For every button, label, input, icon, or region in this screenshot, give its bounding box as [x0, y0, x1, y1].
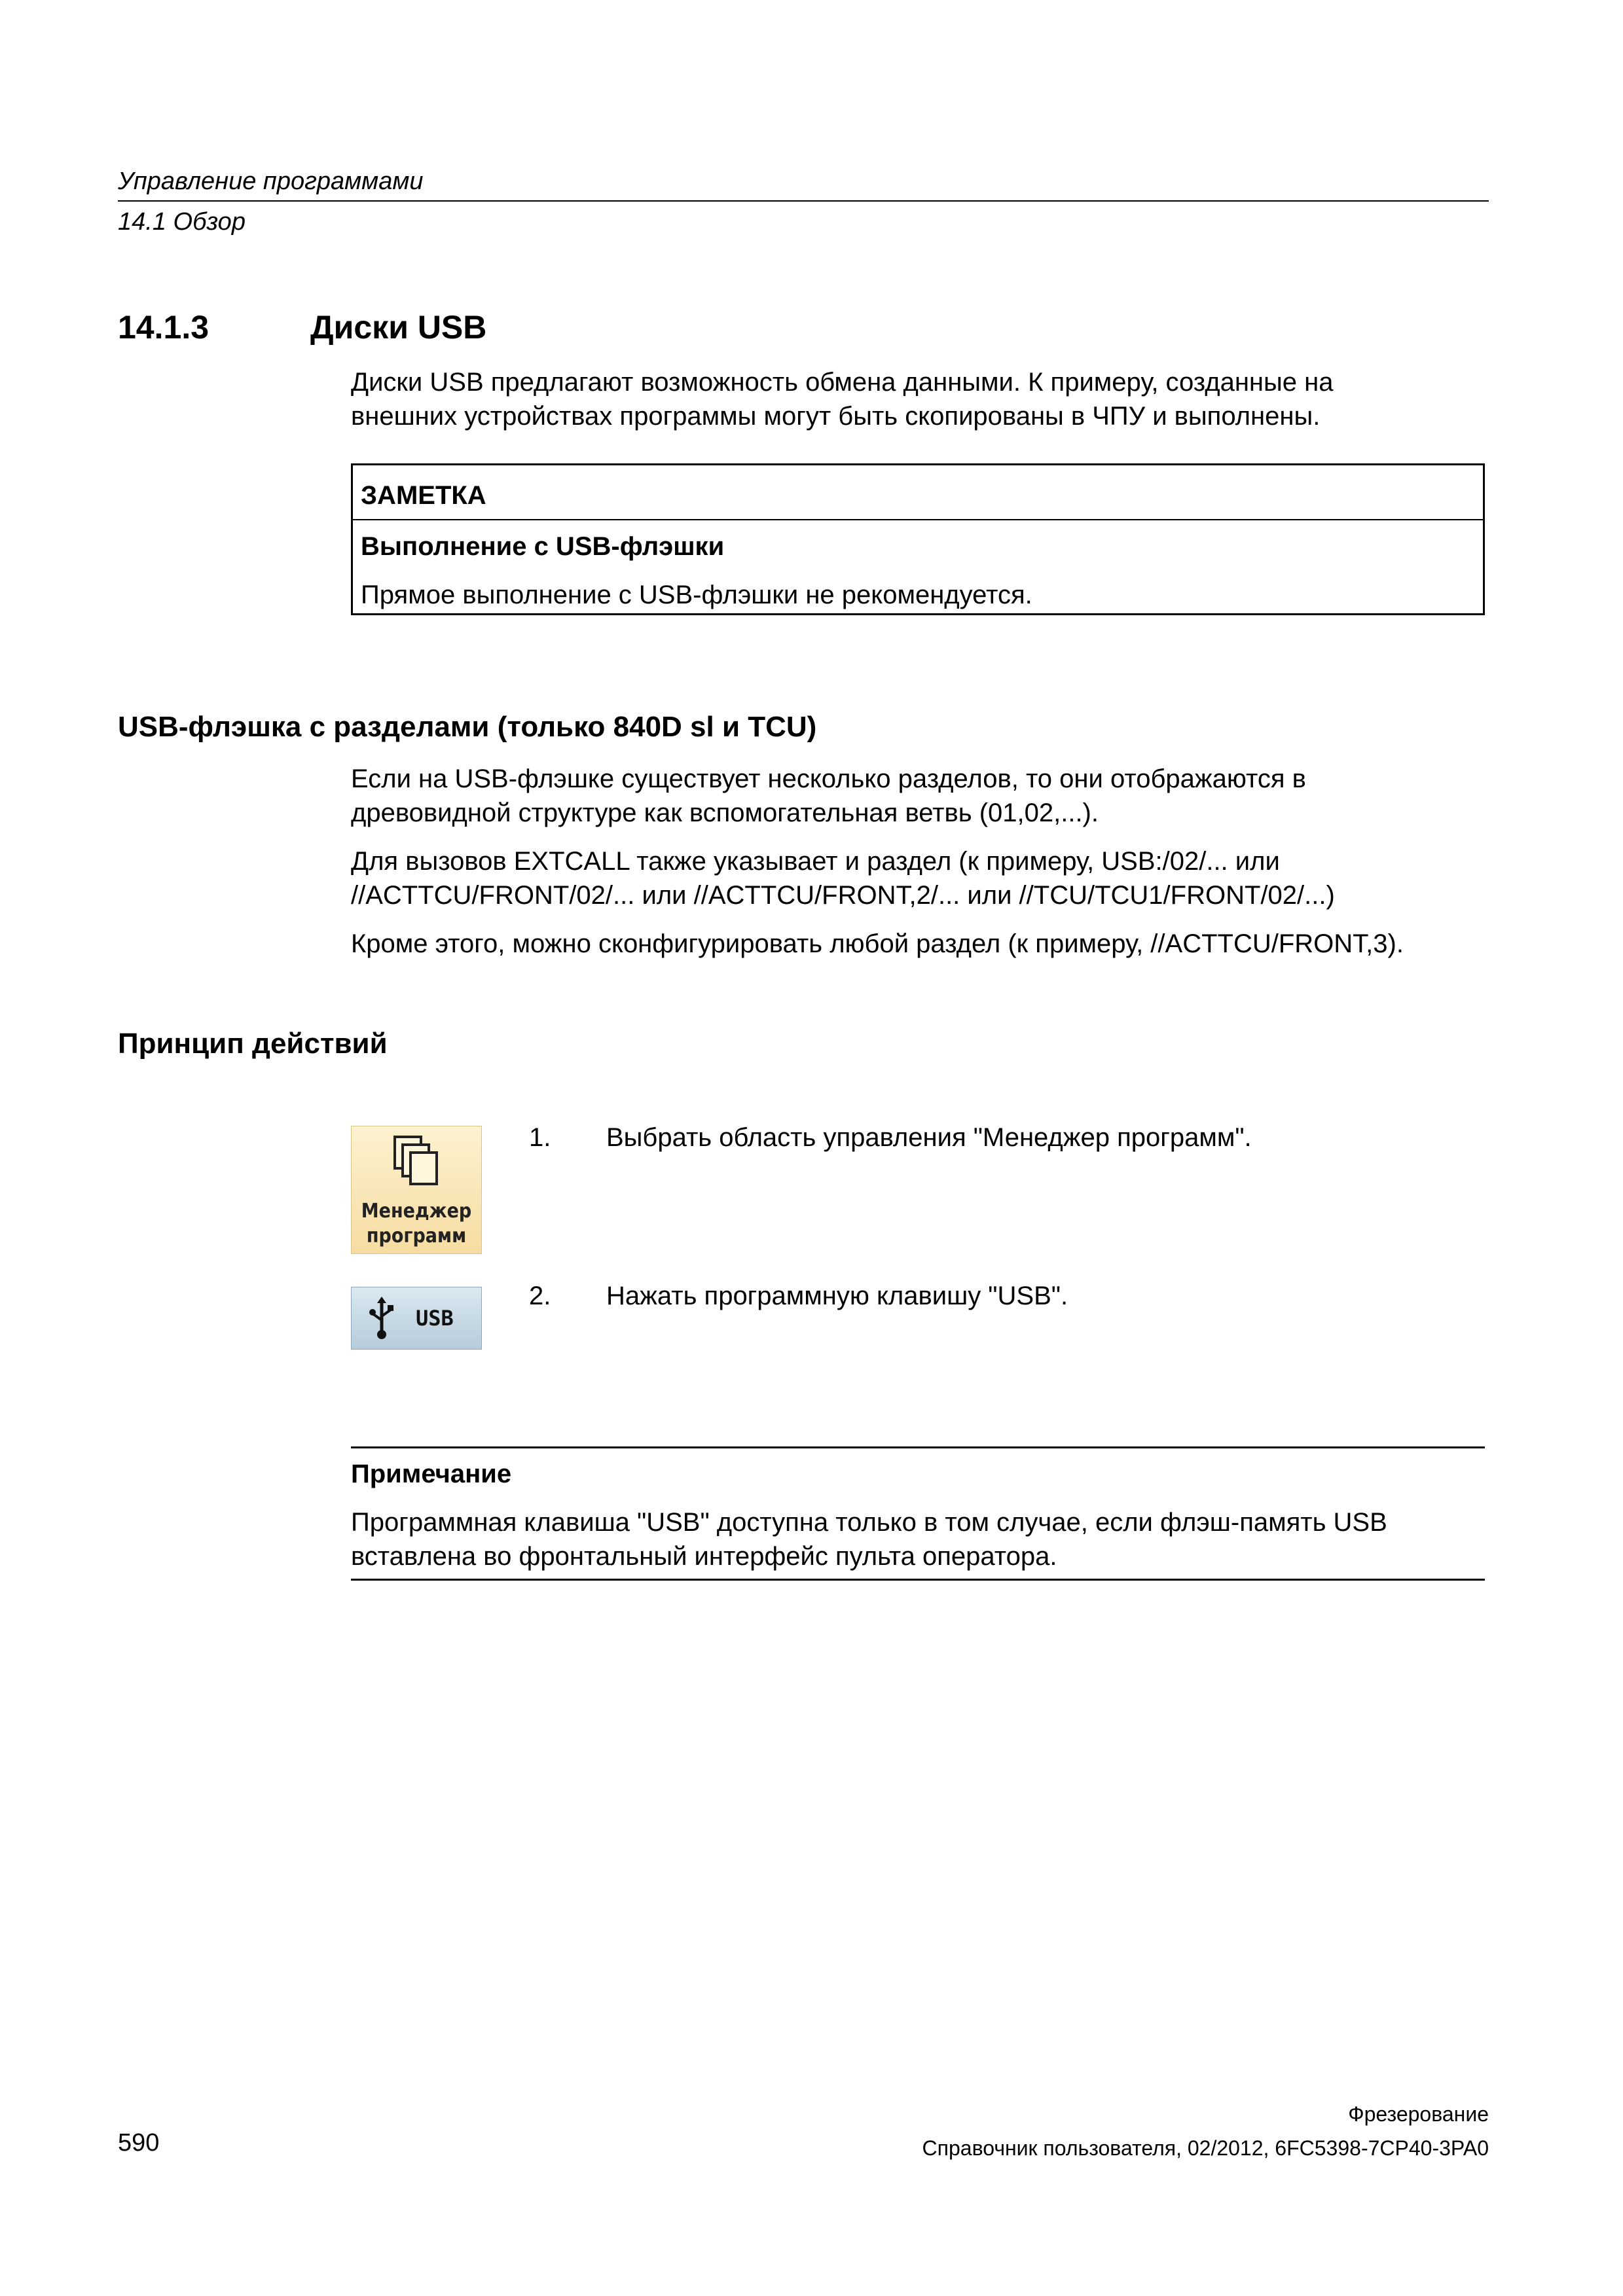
- partitions-paragraph-1: [351, 762, 1490, 830]
- intro-line-2: внешних устройствах программы могут быть скопированы в ЧПУ и выполнены.: [351, 402, 1321, 431]
- step-1-number: 1.: [529, 1123, 551, 1152]
- partitions-p1-line-1: Если на USB-флэшке существует несколько разделов, то они отображаются в: [351, 764, 1306, 793]
- step-2-number: 2.: [529, 1282, 551, 1310]
- remark-text: [351, 1505, 1490, 1573]
- page-number: 590: [118, 2129, 160, 2157]
- partitions-paragraph-3: Кроме этого, можно сконфигурировать любой раздел (к примеру, //ACTTCU/FRONT,3).: [351, 929, 1404, 958]
- note-title: Выполнение с USB-флэшки: [361, 532, 725, 561]
- step-2-text: Нажать программную клавишу "USB".: [606, 1282, 1068, 1310]
- partitions-p2-line-2: //ACTTCU/FRONT/02/... или //ACTTCU/FRONT,2/... или //TCU/TCU1/FRONT/02/...): [351, 881, 1335, 910]
- note-label: ЗАМЕТКА: [361, 481, 486, 510]
- remark-top-rule: [351, 1446, 1485, 1448]
- step-1-text: Выбрать область управления "Менеджер программ".: [606, 1123, 1252, 1152]
- partitions-paragraph-2: [351, 844, 1490, 912]
- program-manager-softkey[interactable]: [351, 1126, 482, 1254]
- partitions-p2-line-1: Для вызовов EXTCALL также указывает и раздел (к примеру, USB:/02/... или: [351, 847, 1280, 876]
- program-manager-softkey-line-2: программ: [366, 1225, 467, 1247]
- intro-line-1: Диски USB предлагают возможность обмена данными. К примеру, созданные на: [351, 368, 1334, 397]
- remark-line-2: вставлена во фронтальный интерфейс пульта оператора.: [351, 1542, 1057, 1571]
- remark-bottom-rule: [351, 1579, 1485, 1581]
- intro-paragraph: [351, 365, 1490, 433]
- header-rule: [118, 200, 1489, 202]
- subheading-procedure: Принцип действий: [118, 1028, 388, 1060]
- usb-softkey-label: USB: [416, 1306, 454, 1331]
- subheading-partitions: USB-флэшка с разделами (только 840D sl и TCU): [118, 711, 817, 743]
- remark-line-1: Программная клавиша "USB" доступна только в том случае, если флэш-память USB: [351, 1508, 1387, 1537]
- section-number: 14.1.3: [118, 309, 210, 346]
- note-text: Прямое выполнение с USB-флэшки не рекомендуется.: [361, 581, 1032, 609]
- program-manager-softkey-line-1: Менеджер: [361, 1200, 472, 1223]
- running-header-chapter: Управление программами: [118, 168, 424, 195]
- note-box: [351, 463, 1485, 615]
- footer-product: Фрезерование: [1348, 2102, 1489, 2126]
- running-header-section: 14.1 Обзор: [118, 208, 246, 236]
- footer-document: Справочник пользователя, 02/2012, 6FC5398-7CP40-3PA0: [922, 2136, 1489, 2160]
- usb-softkey[interactable]: [351, 1287, 482, 1350]
- usb-icon: [367, 1297, 396, 1340]
- program-manager-icon: [392, 1134, 442, 1188]
- partitions-p1-line-2: древовидной структуре как вспомогательная ветвь (01,02,...).: [351, 798, 1099, 827]
- section-title: Диски USB: [310, 309, 487, 346]
- remark-title: Примечание: [351, 1460, 512, 1488]
- note-separator: [353, 519, 1483, 520]
